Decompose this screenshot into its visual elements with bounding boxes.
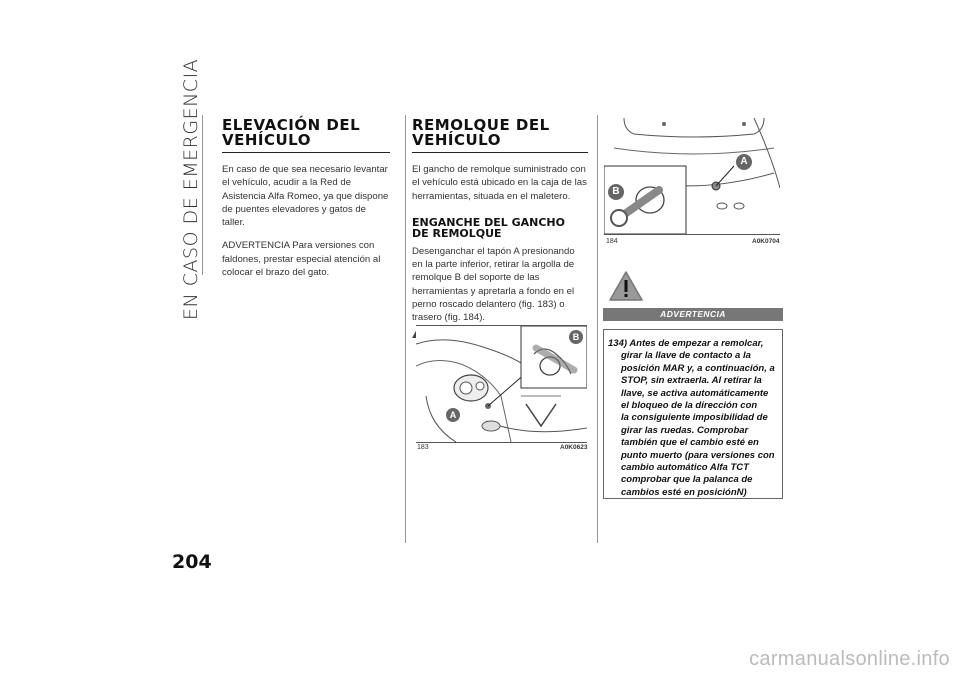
warning-first-line: Antes de empezar a remolcar, <box>629 338 764 349</box>
callout-b-184: B <box>608 184 624 200</box>
warning-line: también que el cambio esté en <box>621 437 759 449</box>
front-bumper-illustration <box>416 326 587 442</box>
lifting-paragraph: En caso de que sea necesario levantar el vehículo, acudir a la Red de Asistencia Alfa Romeo, ya que dispone de puentes elevadores y gatos de taller. <box>222 164 389 229</box>
warning-line: cambio automático Alfa TCT <box>621 462 749 474</box>
subheading-hook-line2: DE REMOLQUE <box>412 226 502 240</box>
towing-paragraph: El gancho de remolque suministrado con el vehículo está ubicado en la caja de las herramientas, situada en el maletero. <box>412 164 587 202</box>
warning-line: la consiguiente imposibilidad de <box>621 412 768 424</box>
middle-divider <box>405 115 406 543</box>
heading-lifting-line1: ELEVACIÓN DEL <box>222 116 361 134</box>
warning-line: posición MAR y, a continuación, a <box>621 362 775 374</box>
figure-184-code: A0K0704 <box>752 238 780 245</box>
lifting-warning-paragraph: ADVERTENCIA Para versiones con faldones, prestar especial atención al colocar el brazo del gato. <box>222 240 381 279</box>
warning-text <box>608 338 778 499</box>
heading-lifting <box>222 118 390 153</box>
right-divider <box>597 115 598 543</box>
warning-line: punto muerto (para versiones con <box>621 449 775 461</box>
heading-towing-line1: REMOLQUE DEL <box>412 116 550 134</box>
figure-184-number: 184 <box>606 238 618 245</box>
figure-183-code: A0K0623 <box>560 444 588 451</box>
warning-line: STOP, sin extraerla. Al retirar la <box>621 375 762 387</box>
warning-line: girar la llave de contacto a la <box>621 350 751 362</box>
warning-line: cambios esté en posiciónN) <box>621 486 747 498</box>
warning-icon <box>608 270 644 302</box>
heading-lifting-line2: VEHÍCULO <box>222 131 311 149</box>
heading-towing <box>412 118 588 153</box>
warning-item-number: 134) <box>608 338 628 349</box>
rear-bumper-illustration <box>604 118 780 234</box>
figure-183 <box>416 325 587 443</box>
heading-towing-line2: VEHÍCULO <box>412 131 501 149</box>
figure-184 <box>604 118 780 235</box>
hook-paragraph: Desenganchar el tapón A presionando en la parte inferior, retirar la argolla de remolque B del soporte de las herramientas y apretarla a fondo en el perno roscado delantero (fig. 183) o trasero (fig. 184). <box>412 245 575 324</box>
callout-a-183: A <box>446 408 460 422</box>
warning-line: comprobar que la palanca de <box>621 474 753 486</box>
warning-header: ADVERTENCIA <box>603 308 783 321</box>
figure-183-number: 183 <box>417 444 429 451</box>
warning-line: llave, se activa automáticamente <box>621 387 769 399</box>
section-side-title: EN CASO DE EMERGENCIA <box>180 58 202 320</box>
callout-b-183: B <box>569 330 583 344</box>
subheading-hook-line1: ENGANCHE DEL GANCHO <box>412 215 565 229</box>
watermark: carmanualsonline.info <box>749 648 950 670</box>
warning-line: el bloqueo de la dirección con <box>621 400 758 412</box>
warning-line: girar las ruedas. Comprobar <box>621 424 749 436</box>
callout-a-184: A <box>736 154 752 170</box>
column-lifting <box>222 118 390 279</box>
subheading-hook <box>412 217 588 239</box>
page-number: 204 <box>172 551 212 573</box>
left-divider <box>202 115 203 275</box>
column-towing <box>412 118 588 338</box>
